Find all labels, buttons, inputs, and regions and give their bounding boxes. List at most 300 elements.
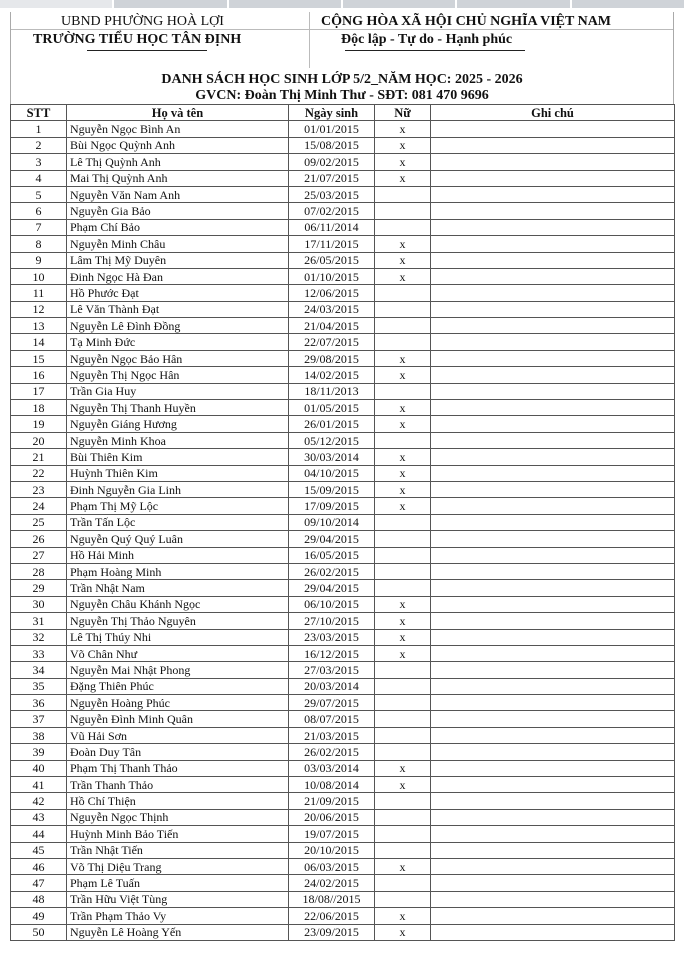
student-name: Võ Chân Như [67,645,289,661]
student-dob: 27/10/2015 [289,613,375,629]
student-name: Nguyễn Thị Thảo Nguyên [67,613,289,629]
student-name: Nguyễn Châu Khánh Ngọc [67,596,289,612]
student-dob: 26/05/2015 [289,252,375,268]
student-dob: 30/03/2014 [289,449,375,465]
student-note [431,826,675,842]
student-name: Hồ Chí Thiện [67,793,289,809]
table-row [11,137,675,153]
student-note [431,383,675,399]
student-number: 1 [11,121,67,137]
student-female-mark: x [375,137,431,153]
student-number: 34 [11,662,67,678]
student-name: Lê Thị Quỳnh Anh [67,154,289,170]
student-number: 14 [11,334,67,350]
student-dob: 16/05/2015 [289,547,375,563]
student-dob: 26/02/2015 [289,563,375,579]
student-number: 16 [11,367,67,383]
student-name: Huỳnh Thiên Kim [67,465,289,481]
student-female-mark: x [375,170,431,186]
table-row [11,465,675,481]
student-dob: 17/09/2015 [289,498,375,514]
student-note [431,514,675,530]
table-row [11,875,675,891]
student-number: 18 [11,400,67,416]
student-dob: 01/01/2015 [289,121,375,137]
student-dob: 20/06/2015 [289,809,375,825]
student-name: Nguyễn Văn Nam Anh [67,186,289,202]
student-female-mark [375,203,431,219]
table-row [11,858,675,874]
student-number: 46 [11,858,67,874]
student-name: Nguyễn Gia Bảo [67,203,289,219]
table-row [11,596,675,612]
student-female-mark [375,563,431,579]
col-dob: Ngày sinh [289,105,375,121]
student-dob: 20/10/2015 [289,842,375,858]
student-female-mark: x [375,498,431,514]
student-number: 25 [11,514,67,530]
student-female-mark [375,514,431,530]
student-note [431,645,675,661]
student-female-mark [375,711,431,727]
table-row [11,924,675,940]
student-note [431,186,675,202]
student-note [431,137,675,153]
student-dob: 22/06/2015 [289,908,375,924]
student-number: 50 [11,924,67,940]
student-dob: 26/01/2015 [289,416,375,432]
table-row [11,908,675,924]
student-dob: 17/11/2015 [289,236,375,252]
student-name: Nguyễn Minh Châu [67,236,289,252]
student-number: 43 [11,809,67,825]
student-number: 31 [11,613,67,629]
student-dob: 21/09/2015 [289,793,375,809]
student-number: 13 [11,318,67,334]
national-title: CỘNG HÒA XÃ HỘI CHỦ NGHĨA VIỆT NAM [321,14,612,29]
tab-5[interactable] [457,0,571,8]
student-note [431,219,675,235]
student-number: 37 [11,711,67,727]
student-dob: 29/04/2015 [289,580,375,596]
student-number: 39 [11,744,67,760]
student-name: Trần Phạm Thảo Vy [67,908,289,924]
student-dob: 20/03/2014 [289,678,375,694]
student-number: 42 [11,793,67,809]
student-female-mark [375,662,431,678]
student-note [431,793,675,809]
student-number: 9 [11,252,67,268]
student-name: Phạm Chí Bảo [67,219,289,235]
table-row [11,203,675,219]
table-row [11,121,675,137]
browser-tab-strip [0,0,686,8]
student-dob: 29/08/2015 [289,350,375,366]
student-female-mark: x [375,924,431,940]
tab-4[interactable] [343,0,457,8]
table-row [11,580,675,596]
student-female-mark: x [375,252,431,268]
student-number: 27 [11,547,67,563]
student-dob: 26/02/2015 [289,744,375,760]
student-female-mark: x [375,908,431,924]
student-note [431,727,675,743]
student-female-mark: x [375,449,431,465]
student-note [431,432,675,448]
student-number: 17 [11,383,67,399]
table-row [11,318,675,334]
student-note [431,252,675,268]
student-number: 40 [11,760,67,776]
student-note [431,875,675,891]
national-motto: Độc lập - Tự do - Hạnh phúc [341,32,513,47]
student-name: Nguyễn Thị Ngọc Hân [67,367,289,383]
student-name: Trần Tấn Lộc [67,514,289,530]
student-dob: 05/12/2015 [289,432,375,448]
student-female-mark [375,826,431,842]
motto-underline [345,50,525,51]
student-number: 44 [11,826,67,842]
student-female-mark [375,186,431,202]
student-note [431,760,675,776]
student-name: Lâm Thị Mỹ Duyên [67,252,289,268]
student-number: 24 [11,498,67,514]
table-header-row [11,105,675,121]
student-note [431,744,675,760]
student-name: Nguyễn Quý Quý Luân [67,531,289,547]
table-row [11,416,675,432]
student-name: Đặng Thiên Phúc [67,678,289,694]
student-note [431,809,675,825]
student-female-mark [375,301,431,317]
table-row [11,400,675,416]
student-number: 45 [11,842,67,858]
student-name: Hồ Hải Minh [67,547,289,563]
table-row [11,531,675,547]
student-dob: 29/04/2015 [289,531,375,547]
student-female-mark [375,842,431,858]
student-name: Bùi Ngọc Quỳnh Anh [67,137,289,153]
student-dob: 04/10/2015 [289,465,375,481]
col-name: Họ và tên [67,105,289,121]
student-number: 4 [11,170,67,186]
student-dob: 23/03/2015 [289,629,375,645]
student-number: 26 [11,531,67,547]
student-name: Lê Thị Thúy Nhi [67,629,289,645]
student-name: Nguyễn Thị Thanh Huyền [67,400,289,416]
student-note [431,531,675,547]
student-female-mark: x [375,613,431,629]
col-female: Nữ [375,105,431,121]
student-female-mark: x [375,154,431,170]
student-dob: 07/02/2015 [289,203,375,219]
student-note [431,236,675,252]
student-number: 20 [11,432,67,448]
student-female-mark [375,875,431,891]
student-dob: 06/10/2015 [289,596,375,612]
table-row [11,613,675,629]
student-female-mark: x [375,367,431,383]
student-note [431,563,675,579]
student-female-mark: x [375,760,431,776]
student-note [431,285,675,301]
student-note [431,400,675,416]
student-note [431,858,675,874]
student-number: 8 [11,236,67,252]
student-dob: 01/05/2015 [289,400,375,416]
student-note [431,416,675,432]
student-dob: 12/06/2015 [289,285,375,301]
student-dob: 08/07/2015 [289,711,375,727]
student-female-mark: x [375,777,431,793]
table-row [11,186,675,202]
student-name: Nguyễn Giáng Hương [67,416,289,432]
table-row [11,285,675,301]
table-row [11,514,675,530]
student-name: Tạ Minh Đức [67,334,289,350]
table-row [11,547,675,563]
student-number: 28 [11,563,67,579]
student-name: Trần Nhật Nam [67,580,289,596]
student-name: Trần Hữu Việt Tùng [67,891,289,907]
student-number: 41 [11,777,67,793]
student-name: Nguyễn Lê Đình Đồng [67,318,289,334]
student-dob: 19/07/2015 [289,826,375,842]
student-number: 7 [11,219,67,235]
student-note [431,629,675,645]
col-stt: STT [11,105,67,121]
student-dob: 18/11/2013 [289,383,375,399]
student-female-mark: x [375,416,431,432]
student-female-mark: x [375,645,431,661]
student-note [431,318,675,334]
student-note [431,580,675,596]
student-female-mark [375,432,431,448]
table-row [11,793,675,809]
student-note [431,121,675,137]
table-row [11,350,675,366]
student-female-mark: x [375,596,431,612]
student-number: 12 [11,301,67,317]
student-name: Đinh Ngọc Hà Đan [67,268,289,284]
student-note [431,924,675,940]
student-number: 32 [11,629,67,645]
student-name: Huỳnh Minh Bảo Tiến [67,826,289,842]
tab-3[interactable] [229,0,343,8]
student-female-mark [375,318,431,334]
student-female-mark [375,531,431,547]
table-row [11,154,675,170]
student-number: 6 [11,203,67,219]
student-name: Mai Thị Quỳnh Anh [67,170,289,186]
tab-2[interactable] [114,0,228,8]
student-note [431,154,675,170]
student-name: Nguyễn Lê Hoàng Yến [67,924,289,940]
table-row [11,678,675,694]
student-number: 35 [11,678,67,694]
table-row [11,744,675,760]
student-name: Nguyễn Hoàng Phúc [67,695,289,711]
student-female-mark [375,678,431,694]
student-dob: 14/02/2015 [289,367,375,383]
student-note [431,596,675,612]
student-name: Lê Văn Thành Đạt [67,301,289,317]
student-number: 3 [11,154,67,170]
student-number: 33 [11,645,67,661]
student-number: 11 [11,285,67,301]
school-name: TRƯỜNG TIỂU HỌC TÂN ĐỊNH [33,32,242,47]
student-name: Nguyễn Minh Khoa [67,432,289,448]
student-female-mark: x [375,465,431,481]
student-female-mark: x [375,268,431,284]
student-number: 29 [11,580,67,596]
student-name: Nguyễn Đình Minh Quân [67,711,289,727]
student-number: 22 [11,465,67,481]
table-row [11,432,675,448]
student-note [431,334,675,350]
student-dob: 22/07/2015 [289,334,375,350]
student-dob: 27/03/2015 [289,662,375,678]
student-dob: 21/03/2015 [289,727,375,743]
student-female-mark: x [375,350,431,366]
student-female-mark [375,580,431,596]
student-name: Nguyễn Ngọc Thịnh [67,809,289,825]
student-number: 5 [11,186,67,202]
student-number: 21 [11,449,67,465]
table-row [11,334,675,350]
student-dob: 03/03/2014 [289,760,375,776]
student-female-mark: x [375,858,431,874]
student-note [431,465,675,481]
table-row [11,645,675,661]
student-number: 30 [11,596,67,612]
header-column-divider [309,12,310,68]
table-row [11,629,675,645]
student-female-mark [375,727,431,743]
document-header [10,12,674,68]
student-note [431,711,675,727]
student-female-mark [375,744,431,760]
student-dob: 21/04/2015 [289,318,375,334]
table-row [11,219,675,235]
table-row [11,236,675,252]
table-row [11,498,675,514]
student-female-mark [375,891,431,907]
student-dob: 09/02/2015 [289,154,375,170]
student-number: 49 [11,908,67,924]
student-number: 47 [11,875,67,891]
student-dob: 09/10/2014 [289,514,375,530]
student-female-mark [375,793,431,809]
table-row [11,760,675,776]
student-note [431,695,675,711]
table-row [11,891,675,907]
student-dob: 16/12/2015 [289,645,375,661]
table-row [11,383,675,399]
student-female-mark: x [375,481,431,497]
student-dob: 25/03/2015 [289,186,375,202]
title-block [10,68,674,104]
tab-1[interactable] [0,0,114,8]
student-note [431,170,675,186]
student-note [431,891,675,907]
table-row [11,170,675,186]
student-name: Võ Thị Diệu Trang [67,858,289,874]
student-name: Trần Thanh Thảo [67,777,289,793]
list-title: DANH SÁCH HỌC SINH LỚP 5/2_NĂM HỌC: 2025 - 2026 [161,72,523,87]
student-name: Phạm Thị Thanh Thảo [67,760,289,776]
table-row [11,695,675,711]
table-row [11,301,675,317]
student-female-mark [375,334,431,350]
student-female-mark [375,547,431,563]
student-note [431,268,675,284]
student-dob: 15/09/2015 [289,481,375,497]
student-note [431,350,675,366]
col-note: Ghi chú [431,105,675,121]
student-name: Nguyễn Ngọc Bình An [67,121,289,137]
student-dob: 24/03/2015 [289,301,375,317]
table-row [11,662,675,678]
student-name: Hồ Phước Đạt [67,285,289,301]
table-row [11,826,675,842]
student-female-mark [375,285,431,301]
student-name: Phạm Lê Tuấn [67,875,289,891]
student-female-mark [375,809,431,825]
student-note [431,678,675,694]
table-row [11,252,675,268]
table-row [11,727,675,743]
student-name: Bùi Thiên Kim [67,449,289,465]
student-name: Đinh Nguyễn Gia Linh [67,481,289,497]
student-female-mark: x [375,236,431,252]
student-name: Trần Gia Huy [67,383,289,399]
student-number: 2 [11,137,67,153]
student-dob: 23/09/2015 [289,924,375,940]
table-row [11,563,675,579]
tab-6[interactable] [572,0,686,8]
table-row [11,268,675,284]
student-dob: 01/10/2015 [289,268,375,284]
student-female-mark [375,383,431,399]
table-row [11,842,675,858]
student-note [431,367,675,383]
student-table [10,104,675,941]
student-dob: 29/07/2015 [289,695,375,711]
student-dob: 24/02/2015 [289,875,375,891]
student-note [431,908,675,924]
student-name: Trần Nhật Tiến [67,842,289,858]
student-female-mark [375,695,431,711]
student-dob: 06/11/2014 [289,219,375,235]
student-name: Vũ Hải Sơn [67,727,289,743]
student-dob: 18/08//2015 [289,891,375,907]
student-note [431,203,675,219]
student-note [431,498,675,514]
student-note [431,777,675,793]
table-row [11,777,675,793]
student-note [431,613,675,629]
student-dob: 10/08/2014 [289,777,375,793]
student-number: 36 [11,695,67,711]
student-dob: 06/03/2015 [289,858,375,874]
table-row [11,449,675,465]
student-number: 38 [11,727,67,743]
student-female-mark [375,219,431,235]
table-row [11,367,675,383]
student-name: Nguyễn Mai Nhật Phong [67,662,289,678]
school-underline [87,50,207,51]
